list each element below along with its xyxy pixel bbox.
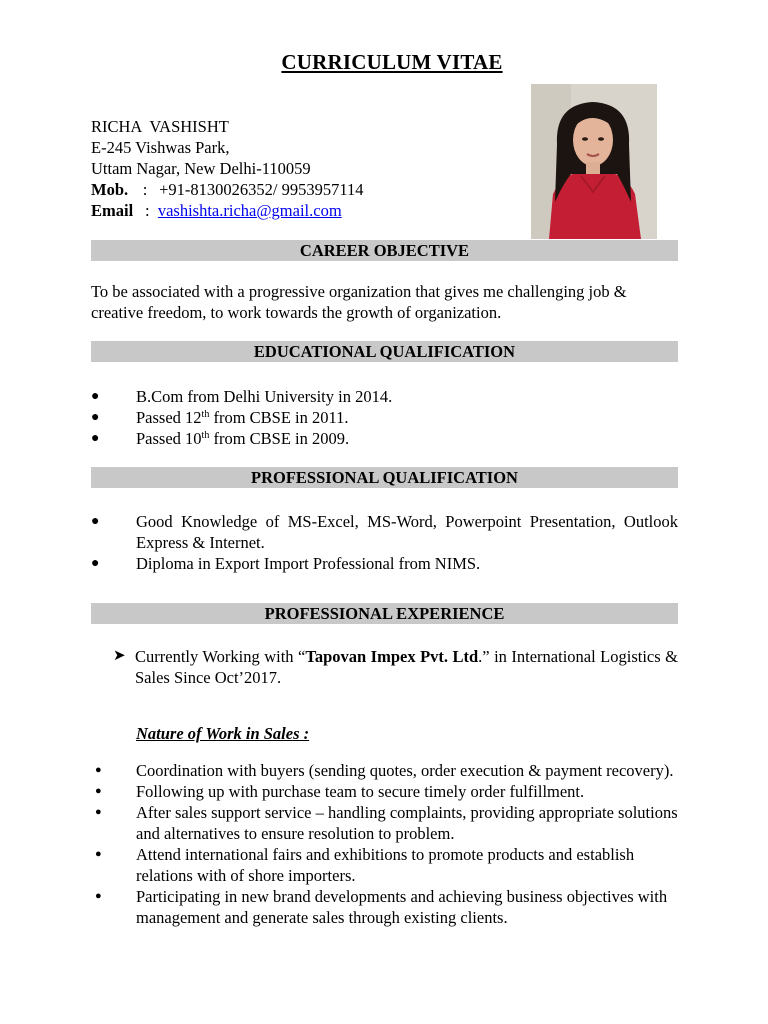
qualification-item-text: Diploma in Export Import Professional from NIMS.: [136, 554, 481, 573]
experience-text-post: .” in International Logistics & Sales Since Oct’2017.: [135, 647, 678, 687]
sales-work-text: Coordination with buyers (sending quotes, order execution & payment recovery).: [136, 761, 674, 780]
list-item: [91, 802, 678, 844]
bullet-icon: ●: [95, 764, 102, 776]
contact-block: [91, 116, 521, 221]
company-name: Tapovan Impex Pvt. Ltd: [305, 647, 479, 666]
qualification-item-text: Good Knowledge of MS-Excel, MS-Word, Powerpoint Presentation, Outlook Express & Internet.: [136, 512, 678, 552]
list-item: [91, 553, 678, 574]
bullet-icon: ●: [95, 806, 102, 818]
sales-work-text: Following up with purchase team to secure timely order fulfillment.: [136, 782, 585, 801]
mobile-label: Mob.: [91, 180, 129, 199]
list-item: [91, 781, 678, 802]
sales-work-text: Attend international fairs and exhibitions to promote products and establish relations with of shore importers.: [136, 845, 635, 885]
bullet-icon: ●: [95, 890, 102, 902]
education-list: [91, 386, 678, 449]
career-objective-text: To be associated with a progressive organization that gives me challenging job & creative freedom, to work towards the growth of organization.: [91, 282, 627, 322]
education-item-text: Passed 12: [136, 408, 202, 427]
arrow-bullet-icon: ➤: [113, 648, 126, 664]
education-item-text: B.Com from Delhi University in 2014.: [136, 387, 393, 406]
sales-work-text: After sales support service – handling complaints, providing appropriate solutions and alternatives to ensure resolution to problem.: [136, 803, 678, 843]
experience-text-pre: Currently Working with “: [135, 647, 306, 666]
list-item: [91, 886, 678, 928]
education-item-text: from CBSE in 2009.: [209, 429, 350, 448]
nature-of-work-heading: Nature of Work in Sales :: [136, 724, 310, 743]
bullet-icon: ●: [91, 410, 100, 425]
contact-name: RICHA VASHISHT: [91, 117, 229, 136]
bullet-icon: ●: [91, 389, 100, 404]
contact-email-row: [91, 200, 521, 221]
professional-qualification-list: [91, 511, 678, 574]
profile-photo-illustration: [531, 84, 657, 239]
bullet-icon: ●: [91, 514, 100, 529]
list-item: [91, 386, 678, 407]
sales-work-list: [91, 760, 678, 928]
education-item-text: from CBSE in 2011.: [209, 408, 349, 427]
list-item: [91, 428, 678, 449]
superscript: th: [201, 430, 210, 441]
sales-work-text: Participating in new brand developments and achieving business objectives with management and generate sales through existing clients.: [136, 887, 668, 927]
mobile-separator: :: [142, 180, 148, 199]
experience-text: [135, 646, 678, 688]
email-link[interactable]: vashishta.richa@gmail.com: [157, 201, 342, 220]
section-header-professional-experience: PROFESSIONAL EXPERIENCE: [91, 603, 678, 624]
section-header-professional-qualification: PROFESSIONAL QUALIFICATION: [91, 467, 678, 488]
bullet-icon: ●: [91, 431, 100, 446]
bullet-icon: ●: [91, 556, 100, 571]
contact-address-line2: Uttam Nagar, New Delhi-110059: [91, 159, 311, 178]
contact-mobile-row: [91, 179, 521, 200]
experience-item: [113, 646, 678, 688]
list-item: [91, 511, 678, 553]
bullet-icon: ●: [95, 785, 102, 797]
section-header-education: EDUCATIONAL QUALIFICATION: [91, 341, 678, 362]
list-item: [91, 407, 678, 428]
email-label: Email: [91, 201, 134, 220]
contact-address-line1: E-245 Vishwas Park,: [91, 138, 230, 157]
superscript: th: [201, 409, 210, 420]
profile-photo: [531, 84, 657, 239]
list-item: [91, 844, 678, 886]
email-separator: :: [145, 201, 150, 220]
education-item-text: Passed 10: [136, 429, 202, 448]
section-header-career-objective: CAREER OBJECTIVE: [91, 240, 678, 261]
mobile-value: +91-8130026352/ 9953957114: [159, 180, 364, 199]
document-title: CURRICULUM VITAE: [281, 50, 503, 74]
list-item: [91, 760, 678, 781]
bullet-icon: ●: [95, 848, 102, 860]
